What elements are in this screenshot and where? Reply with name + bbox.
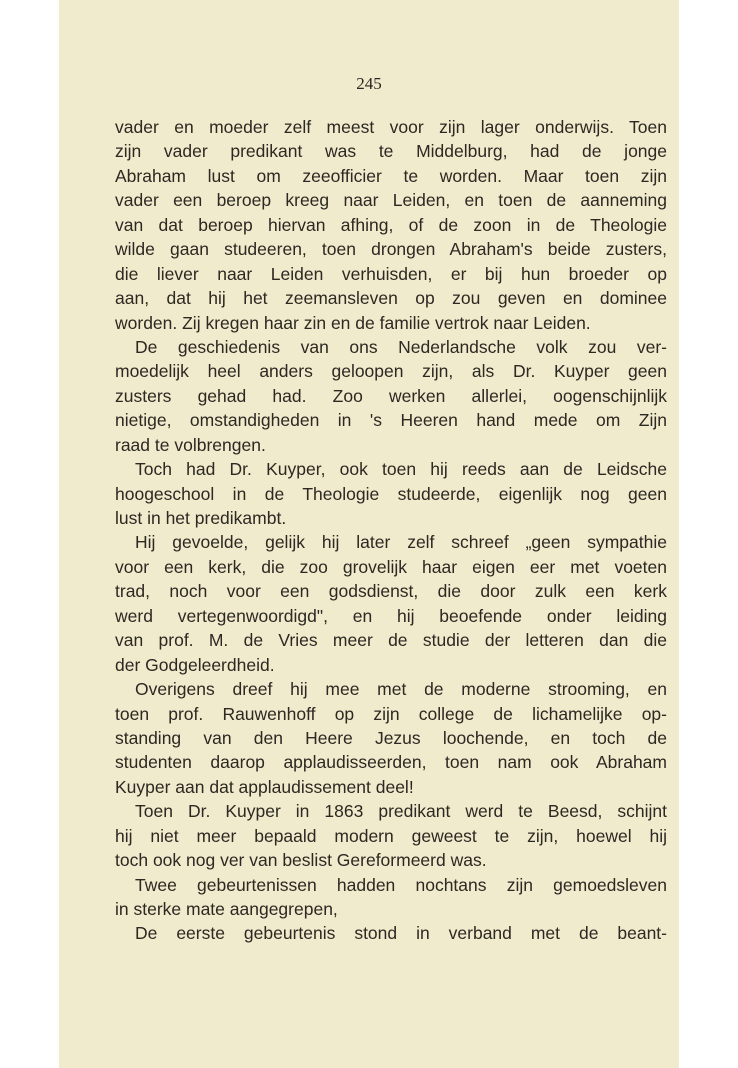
text-line: hij niet meer bepaald modern geweest te zijn, hoewel hij (115, 825, 667, 846)
text-line: vader een beroep kreeg naar Leiden, en toen de aanneming (115, 190, 667, 211)
text-line: Hij gevoelde, gelijk hij later zelf schreef „geen sympathie (135, 532, 667, 553)
text-line: trad, noch voor een godsdienst, die door zulk een kerk (115, 581, 667, 602)
text-line: van prof. M. de Vries meer de studie der letteren dan die (115, 630, 667, 651)
text-line: toen prof. Rauwenhoff op zijn college de lichamelijke op- (115, 703, 667, 724)
text-line: van dat beroep hiervan afhing, of de zoon in de Theologie (115, 214, 667, 235)
text-line: raad te volbrengen. (115, 434, 266, 455)
text-line: moedelijk heel anders geloopen zijn, als Dr. Kuyper geen (115, 361, 667, 382)
text-line: voor een kerk, die zoo grovelijk haar eigen eer met voeten (115, 556, 667, 577)
text-line: zusters gehad had. Zoo werken allerlei, oogenschijnlijk (115, 385, 667, 406)
text-line: hoogeschool in de Theologie studeerde, eigenlijk nog geen (115, 483, 667, 504)
text-line: in sterke mate aangegrepen, (115, 899, 338, 919)
book-page (59, 0, 679, 1068)
text-line: lust in het predikambt. (115, 508, 287, 528)
text-line: vader en moeder zelf meest voor zijn lager onderwijs. Toen (115, 117, 667, 137)
text-line: studenten daarop applaudisseerden, toen nam ook Abraham (115, 752, 667, 773)
text-line: die liever naar Leiden verhuisden, er bij hun broeder op (115, 263, 667, 284)
text-line: worden. Zij kregen haar zin en de familie vertrok naar Leiden. (115, 312, 591, 333)
text-line: Abraham lust om zeeofficier te worden. Maar toen zijn (115, 165, 667, 186)
text-line: Twee gebeurtenissen hadden nochtans zijn gemoedsleven (135, 874, 667, 895)
text-line: wilde gaan studeeren, toen drongen Abraham's beide zusters, (115, 239, 667, 260)
text-line: toch ook nog ver van beslist Gereformeerd was. (115, 850, 487, 871)
text-line: werd vertegenwoordigd", en hij beoefende onder leiding (115, 605, 667, 626)
text-line: Toen Dr. Kuyper in 1863 predikant werd te Beesd, schijnt (135, 801, 667, 822)
text-line: nietige, omstandigheden in 's Heeren hand mede om Zijn (115, 410, 667, 431)
text-line: De geschiedenis van ons Nederlandsche volk zou ver- (135, 336, 667, 357)
text-line: zijn vader predikant was te Middelburg, had de jonge (115, 141, 667, 162)
page-number: 245 (356, 74, 382, 93)
body-text (115, 115, 667, 946)
text-line: standing van den Heere Jezus loochende, en toch de (115, 727, 667, 748)
text-line: Toch had Dr. Kuyper, ook toen hij reeds aan de Leidsche (135, 459, 667, 480)
text-line: aan, dat hij het zeemansleven op zou geven en dominee (115, 288, 667, 309)
text-line: De eerste gebeurtenis stond in verband met de beant- (135, 923, 667, 944)
text-line: der Godgeleerdheid. (115, 654, 275, 675)
text-line: Kuyper aan dat applaudissement deel! (115, 776, 414, 797)
text-line: Overigens dreef hij mee met de moderne strooming, en (135, 679, 667, 700)
